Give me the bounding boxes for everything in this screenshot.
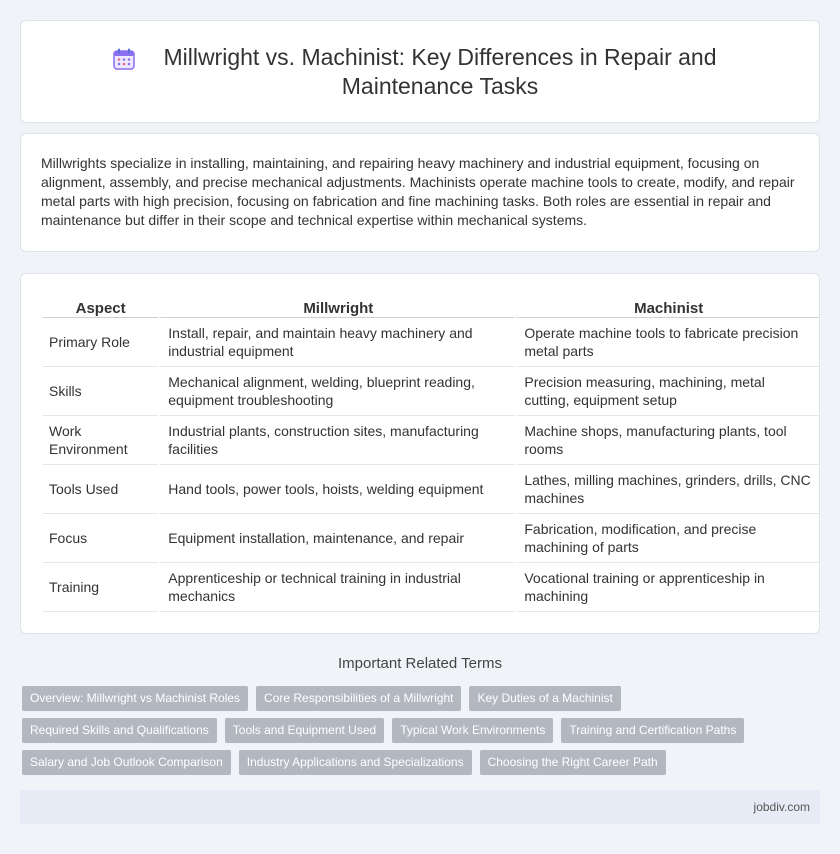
table-cell-millwright: Industrial plants, construction sites, manufacturing facilities	[158, 416, 514, 465]
footer-site-link[interactable]: jobdiv.com	[753, 800, 810, 814]
related-term-tag[interactable]: Overview: Millwright vs Machinist Roles	[22, 686, 248, 711]
table-cell-aspect: Training	[43, 563, 158, 612]
column-header-aspect: Aspect	[43, 292, 158, 318]
table-cell-millwright: Install, repair, and maintain heavy machinery and industrial equipment	[158, 318, 514, 367]
related-term-tag[interactable]: Key Duties of a Machinist	[469, 686, 620, 711]
related-term-tag[interactable]: Choosing the Right Career Path	[480, 750, 666, 775]
related-term-tag[interactable]: Core Responsibilities of a Millwright	[256, 686, 461, 711]
footer-bar	[20, 790, 820, 824]
table-cell-millwright: Hand tools, power tools, hoists, welding equipment	[158, 465, 514, 514]
table-row	[43, 563, 819, 612]
related-term-tag[interactable]: Required Skills and Qualifications	[22, 718, 217, 743]
table-cell-millwright: Apprenticeship or technical training in industrial mechanics	[158, 563, 514, 612]
page-title: Millwright vs. Machinist: Key Differences in Repair and Maintenance Tasks	[163, 43, 717, 99]
table-cell-machinist: Fabrication, modification, and precise machining of parts	[514, 514, 819, 563]
intro-card	[20, 133, 820, 252]
related-terms-list	[22, 686, 822, 775]
table-row	[43, 367, 819, 416]
table-cell-aspect: Tools Used	[43, 465, 158, 514]
table-cell-aspect: Skills	[43, 367, 158, 416]
table-row	[43, 318, 819, 367]
related-term-tag[interactable]: Tools and Equipment Used	[225, 718, 384, 743]
related-term-tag[interactable]: Salary and Job Outlook Comparison	[22, 750, 231, 775]
column-header-machinist: Machinist	[514, 292, 819, 318]
table-row	[43, 416, 819, 465]
table-cell-machinist: Machine shops, manufacturing plants, tool rooms	[514, 416, 819, 465]
table-row	[43, 514, 819, 563]
comparison-table	[43, 292, 819, 612]
table-cell-aspect: Work Environment	[43, 416, 158, 465]
comparison-table-card	[20, 273, 820, 634]
table-header-row	[43, 292, 819, 318]
related-term-tag[interactable]: Industry Applications and Specializations	[239, 750, 472, 775]
intro-paragraph: Millwrights specialize in installing, maintaining, and repairing heavy machinery and industrial equipment, focusing on alignment, assembly, and precise mechanical adjustments. Machinists operate machine tools to create, modify, and repair metal parts with high precision, focusing on fabrication and fine machining tasks. Both roles are essential in repair and maintenance but differ in their scope and technical expertise within mechanical systems.	[41, 155, 795, 228]
table-row	[43, 465, 819, 514]
table-cell-aspect: Focus	[43, 514, 158, 563]
table-cell-machinist: Lathes, milling machines, grinders, drills, CNC machines	[514, 465, 819, 514]
related-term-tag[interactable]: Training and Certification Paths	[561, 718, 744, 743]
table-cell-machinist: Vocational training or apprenticeship in machining	[514, 563, 819, 612]
table-cell-machinist: Operate machine tools to fabricate precision metal parts	[514, 318, 819, 367]
table-cell-machinist: Precision measuring, machining, metal cutting, equipment setup	[514, 367, 819, 416]
title-card	[20, 20, 820, 123]
related-terms-heading: Important Related Terms	[338, 655, 502, 672]
table-cell-aspect: Primary Role	[43, 318, 158, 367]
column-header-millwright: Millwright	[158, 292, 514, 318]
table-cell-millwright: Mechanical alignment, welding, blueprint reading, equipment troubleshooting	[158, 367, 514, 416]
table-cell-millwright: Equipment installation, maintenance, and repair	[158, 514, 514, 563]
related-term-tag[interactable]: Typical Work Environments	[392, 718, 553, 743]
